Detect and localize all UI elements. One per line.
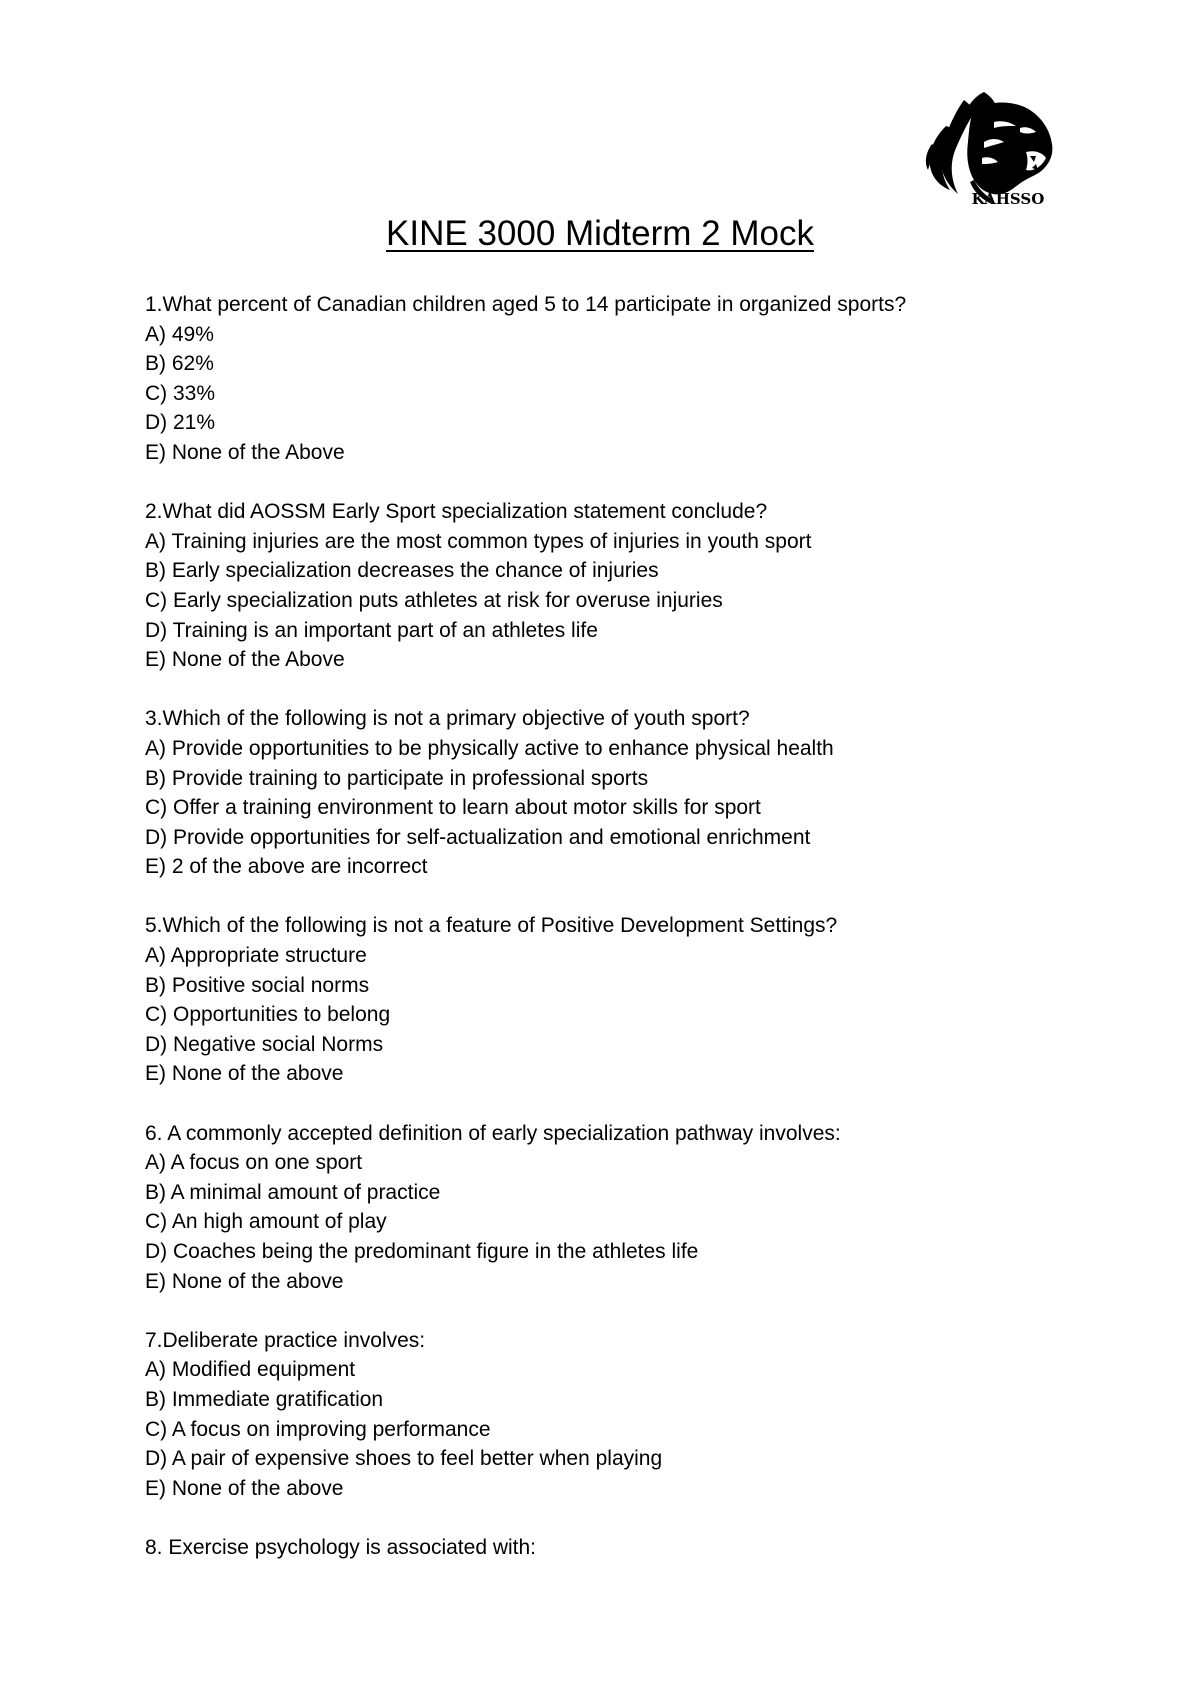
answer-option: C) Opportunities to belong bbox=[145, 1003, 391, 1027]
answer-option: B) A minimal amount of practice bbox=[145, 1180, 441, 1204]
answer-option: A) 49% bbox=[145, 322, 214, 346]
question-list bbox=[145, 290, 1145, 1592]
answer-option: C) Early specialization puts athletes at risk for overuse injuries bbox=[145, 588, 723, 612]
question-text: 2.What did AOSSM Early Sport specialization statement conclude? bbox=[145, 500, 768, 524]
answer-option: B) Early specialization decreases the chance of injuries bbox=[145, 559, 659, 583]
answer-options bbox=[145, 734, 1145, 882]
answer-options bbox=[145, 941, 1145, 1089]
question-item bbox=[145, 704, 1145, 882]
question-item bbox=[145, 911, 1145, 1089]
kahsso-logo bbox=[924, 86, 1060, 210]
question-text: 8. Exercise psychology is associated with: bbox=[145, 1535, 537, 1559]
question-text: 6. A commonly accepted definition of early specialization pathway involves: bbox=[145, 1121, 841, 1145]
question-item bbox=[145, 1533, 1145, 1563]
answer-option: C) Offer a training environment to learn about motor skills for sport bbox=[145, 796, 761, 820]
question-text: 1.What percent of Canadian children aged 5 to 14 participate in organized sports? bbox=[145, 293, 907, 316]
answer-options bbox=[145, 527, 1145, 675]
answer-option: D) A pair of expensive shoes to feel better when playing bbox=[145, 1447, 663, 1471]
answer-options bbox=[145, 1148, 1145, 1296]
answer-option: C) An high amount of play bbox=[145, 1210, 387, 1234]
answer-option: A) Training injuries are the most common types of injuries in youth sport bbox=[145, 529, 812, 553]
question-item bbox=[145, 1326, 1145, 1504]
answer-option: B) 62% bbox=[145, 352, 214, 376]
answer-option: B) Provide training to participate in professional sports bbox=[145, 766, 649, 790]
logo-text: KAHSSO bbox=[971, 190, 1045, 208]
answer-option: D) Provide opportunities for self-actualization and emotional enrichment bbox=[145, 825, 811, 849]
answer-option: B) Immediate gratification bbox=[145, 1387, 384, 1411]
question-item bbox=[145, 497, 1145, 675]
answer-option: A) A focus on one sport bbox=[145, 1151, 363, 1175]
question-item bbox=[145, 290, 1145, 468]
answer-option: E) 2 of the above are incorrect bbox=[145, 855, 428, 879]
page-title: KINE 3000 Midterm 2 Mock bbox=[386, 214, 814, 253]
answer-option: A) Provide opportunities to be physically active to enhance physical health bbox=[145, 736, 834, 760]
answer-option: E) None of the Above bbox=[145, 648, 345, 672]
answer-option: D) Training is an important part of an athletes life bbox=[145, 618, 598, 642]
answer-option: D) Coaches being the predominant figure in the athletes life bbox=[145, 1240, 699, 1263]
answer-option: D) 21% bbox=[145, 411, 216, 435]
answer-option: C) 33% bbox=[145, 381, 216, 405]
answer-option: B) Positive social norms bbox=[145, 973, 370, 997]
answer-option: E) None of the above bbox=[145, 1269, 344, 1293]
question-text: 7.Deliberate practice involves: bbox=[145, 1328, 426, 1352]
lion-head-icon bbox=[924, 86, 1060, 210]
answer-options bbox=[145, 1355, 1145, 1503]
answer-option: C) A focus on improving performance bbox=[145, 1417, 491, 1441]
answer-option: E) None of the above bbox=[145, 1062, 344, 1086]
question-text: 5.Which of the following is not a feature of Positive Development Settings? bbox=[145, 914, 838, 938]
answer-option: E) None of the above bbox=[145, 1476, 344, 1500]
question-text: 3.Which of the following is not a primary objective of youth sport? bbox=[145, 707, 750, 731]
answer-option: E) None of the Above bbox=[145, 440, 345, 464]
answer-option: A) Modified equipment bbox=[145, 1358, 356, 1382]
answer-options bbox=[145, 320, 1145, 468]
answer-option: D) Negative social Norms bbox=[145, 1032, 384, 1056]
answer-option: A) Appropriate structure bbox=[145, 944, 367, 968]
question-item bbox=[145, 1119, 1145, 1297]
